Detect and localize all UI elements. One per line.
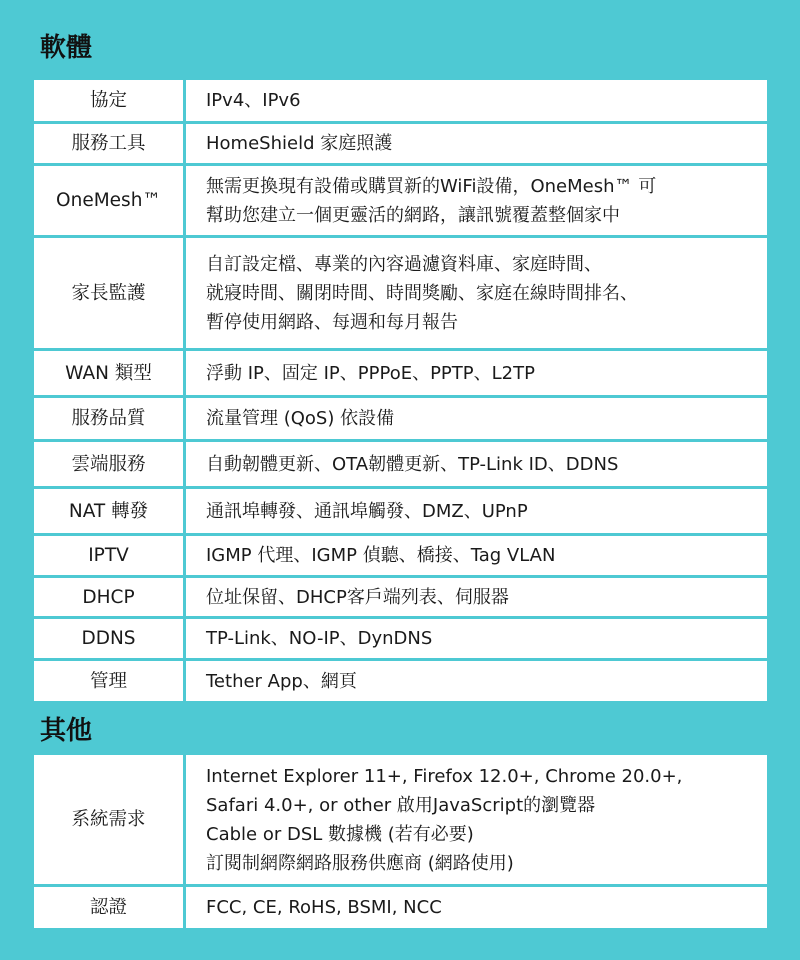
row-value: [185, 397, 769, 441]
row-value: [185, 577, 769, 618]
value-line: 流量管理 (QoS) 依設備: [206, 408, 395, 429]
value-line: 幫助您建立一個更靈活的網路，讓訊號覆蓋整個家中: [206, 204, 620, 226]
row-label: 管理: [33, 660, 185, 703]
spec-row-service-tools: [33, 123, 769, 165]
spec-row-iptv: [33, 535, 769, 577]
row-label: DHCP: [33, 577, 185, 618]
spec-row-parental-controls: [33, 237, 769, 350]
row-label: 家長監護: [33, 237, 185, 350]
row-label: 服務品質: [33, 397, 185, 441]
other-spec-table: [31, 752, 770, 931]
spec-row-cloud-service: [33, 441, 769, 488]
value-line: Cable or DSL 數據機 (若有必要): [206, 823, 474, 845]
value-line: IPv4、IPv6: [206, 90, 301, 111]
value-line: HomeShield 家庭照護: [206, 133, 393, 154]
value-line: 無需更換現有設備或購買新的WiFi設備，OneMesh™ 可: [206, 175, 657, 197]
software-spec-table: [31, 77, 770, 704]
spec-row-management: [33, 660, 769, 703]
row-value: [185, 165, 769, 237]
row-label: 認證: [33, 886, 185, 930]
spec-row-ddns: [33, 618, 769, 660]
value-line: TP-Link、NO-IP、DynDNS: [206, 628, 433, 649]
spec-row-protocol: [33, 79, 769, 123]
spec-row-nat-forwarding: [33, 488, 769, 535]
row-label: 服務工具: [33, 123, 185, 165]
row-label: 協定: [33, 79, 185, 123]
value-line: 就寢時間、關閉時間、時間獎勵、家庭在線時間排名、: [206, 282, 638, 304]
row-value: [185, 79, 769, 123]
row-value: [185, 618, 769, 660]
row-value: [185, 123, 769, 165]
row-value: [185, 535, 769, 577]
spec-row-qos: [33, 397, 769, 441]
value-line: 訂閱制網際網路服務供應商 (網路使用): [206, 852, 514, 874]
row-label: NAT 轉發: [33, 488, 185, 535]
row-label: 系統需求: [33, 754, 185, 886]
spec-row-wan-type: [33, 350, 769, 397]
row-value: [185, 886, 769, 930]
value-line: 浮動 IP、固定 IP、PPPoE、PPTP、L2TP: [206, 362, 535, 384]
row-label: DDNS: [33, 618, 185, 660]
spec-row-system-requirements: [33, 754, 769, 886]
value-line: 自動韌體更新、OTA韌體更新、TP-Link ID、DDNS: [206, 453, 619, 475]
spec-row-dhcp: [33, 577, 769, 618]
row-label: WAN 類型: [33, 350, 185, 397]
value-line: FCC, CE, RoHS, BSMI, NCC: [206, 897, 442, 918]
value-line: 通訊埠轉發、通訊埠觸發、DMZ、UPnP: [206, 500, 528, 522]
value-line: IGMP 代理、IGMP 偵聽、橋接、Tag VLAN: [206, 545, 556, 566]
row-value: [185, 754, 769, 886]
value-line: Safari 4.0+, or other 啟用JavaScript的瀏覽器: [206, 794, 596, 816]
row-value: [185, 350, 769, 397]
value-line: 位址保留、DHCP客戶端列表、伺服器: [206, 586, 509, 608]
value-line: Internet Explorer 11+, Firefox 12.0+, Chrome 20.0+,: [206, 765, 683, 787]
row-value: [185, 660, 769, 703]
row-value: [185, 441, 769, 488]
row-value: [185, 237, 769, 350]
row-label: OneMesh™: [33, 165, 185, 237]
row-label: 雲端服務: [33, 441, 185, 488]
value-line: Tether App、網頁: [206, 670, 357, 692]
section-title-software: 軟體: [40, 33, 93, 63]
value-line: 暫停使用網路、每週和每月報告: [206, 311, 458, 333]
spec-row-onemesh: [33, 165, 769, 237]
row-value: [185, 488, 769, 535]
row-label: IPTV: [33, 535, 185, 577]
value-line: 自訂設定檔、專業的內容過濾資料庫、家庭時間、: [206, 253, 602, 275]
section-title-other: 其他: [40, 716, 93, 746]
spec-row-certifications: [33, 886, 769, 930]
